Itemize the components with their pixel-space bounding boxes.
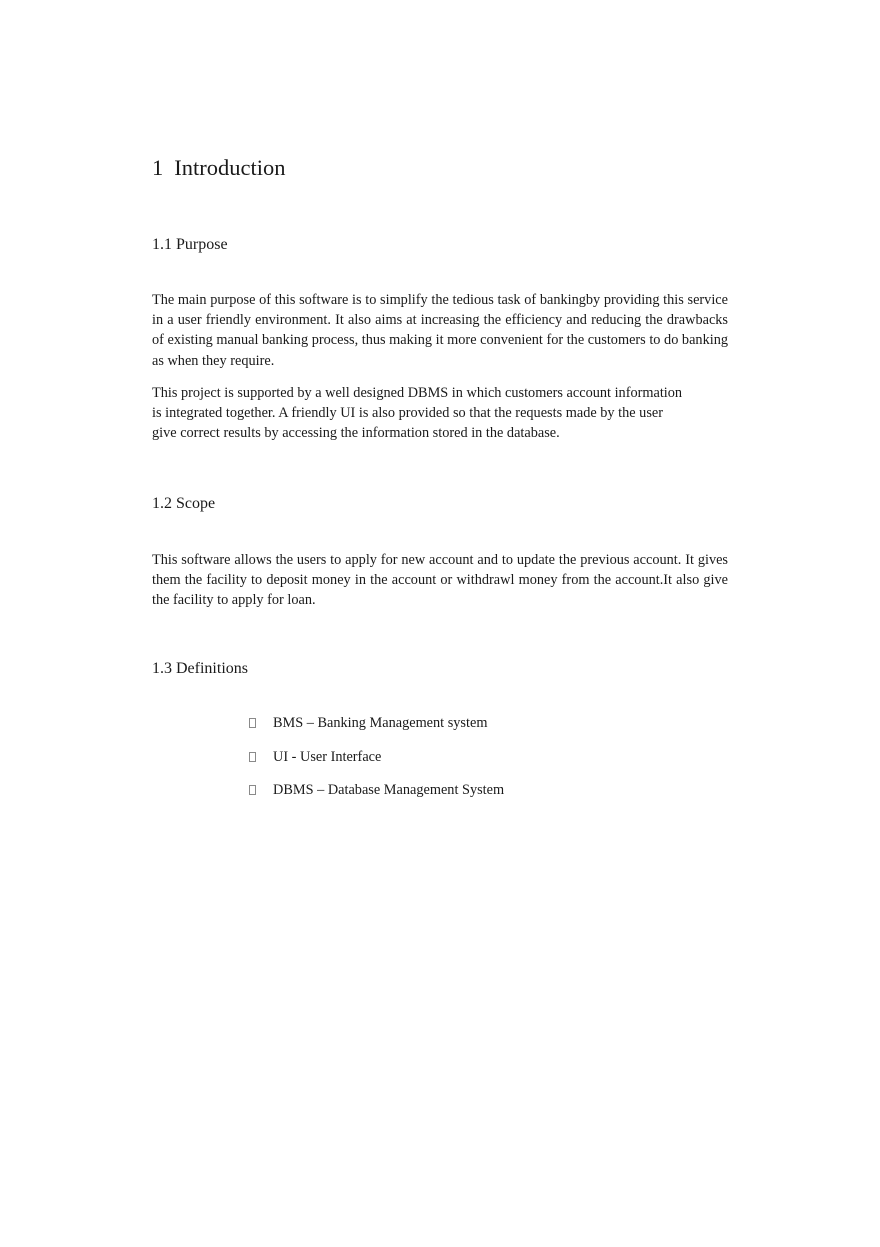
definition-text: UI - User Interface [273, 748, 382, 765]
definition-item [249, 713, 504, 747]
scope-paragraph: This software allows the users to apply for new account and to update the previous account. It gives them the facility to deposit money in the account or withdrawl money from the account.It also give the facility to apply for loan. [152, 552, 728, 609]
definitions-heading: 1.3 Definitions [152, 660, 248, 677]
definitions-list [249, 713, 504, 814]
definition-item [249, 747, 504, 781]
bullet-box-icon [249, 752, 256, 762]
purpose-heading: 1.1 Purpose [152, 236, 228, 253]
scope-heading: 1.2 Scope [152, 495, 216, 512]
bullet-box-icon [249, 718, 256, 728]
definition-text: BMS – Banking Management system [273, 715, 488, 731]
purpose-paragraph-1: The main purpose of this software is to simplify the tedious task of bankingby providing this service in a user friendly environment. It also aims at increasing the efficiency and reducing the drawbacks of existing manual banking process, thus making it more convenient for the customers to do banking as when they require. [152, 292, 728, 369]
purpose-paragraph-2-line-2: is integrated together. A friendly UI is also provided so that the requests made by the user [152, 405, 663, 422]
definition-item [249, 780, 504, 814]
bullet-box-icon [249, 785, 256, 795]
purpose-paragraph-2-line-1: This project is supported by a well designed DBMS in which customers account information [152, 385, 683, 401]
definition-text: DBMS – Database Management System [273, 782, 505, 798]
purpose-paragraph-2-line-3: give correct results by accessing the information stored in the database. [152, 425, 560, 442]
purpose-paragraph-2 [152, 383, 728, 444]
section-title: Introduction [174, 155, 286, 180]
section-number: 1 [152, 155, 164, 180]
section-heading [152, 154, 285, 182]
